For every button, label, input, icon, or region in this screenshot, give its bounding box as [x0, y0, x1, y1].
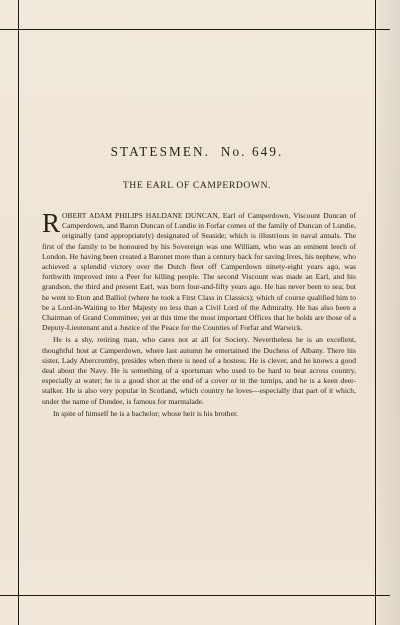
paragraph-2: He is a shy, retiring man, who cares not at all for Society. Nevertheless he is an excellent, thoughtful host at Camperdown, where last autumn he entertained the Duchess of Albany. There his sister, Lady Abercromby, presides when there is need of a hostess. He is clever, and he knows a good deal about the Navy. He is something of a sportsman who used to be hard to beat across country, especially at water; he is a good shot at the end of a cover or in the turnips, and he is a keen deer-stalker. He is also very popular in Scotland, which country he loves—especially that part of it which, under the name of Dundee, is famous for marmalade. [42, 335, 356, 406]
paragraph-3: In spite of himself he is a bachelor; whose heir is his brother. [53, 408, 238, 418]
left-border-rule [18, 0, 19, 625]
top-border-rule [0, 29, 390, 30]
article-body [42, 208, 356, 419]
right-border-rule [375, 0, 376, 625]
paragraph-1-text: OBERT ADAM PHILIPS HALDANE DUNCAN, Earl of Camperdown, Viscount Duncan of Camperdown, and Baron Duncan of Lundie in Forfar comes of the family of Duncan of Lundie, originally (and appropriately) designated of Seaside; which is illustrious in naval annals. The first of the family to be honoured by his Sovereign was one William, who was an eminent leech of London. He having been created a Baronet more than a century back for saving lives, his nephew, who achieved a splendid victory over the Dutch fleet off Camperdown ninety-eight years ago, was forthwith improved into a Peer for killing people. The second Viscount was made an Earl, and his grandson, the third and present Earl, was born four-and-fifty years ago. He has never been to sea; but he went to Eton and Balliol (where he took a First Class in Classics); which of course qualified him to be a Lord-in-Waiting to Her Majesty no less than a Civil Lord of the Admiralty. He has also been a Chairman of Grand Committee; yet at this time the most important Offices that he holds are those of a Deputy-Lieutenant and a Justice of the Peace for the Counties of Forfar and Warwick. [42, 211, 356, 333]
section-title: STATESMEN. [110, 144, 211, 159]
page-heading [19, 144, 375, 160]
binding-shadow [378, 0, 400, 625]
section-number: No. 649. [220, 144, 284, 159]
bottom-border-rule [0, 595, 390, 596]
drop-cap: R [42, 208, 61, 238]
paragraph-1 [42, 208, 356, 333]
article-title: THE EARL OF CAMPERDOWN. [122, 180, 272, 191]
